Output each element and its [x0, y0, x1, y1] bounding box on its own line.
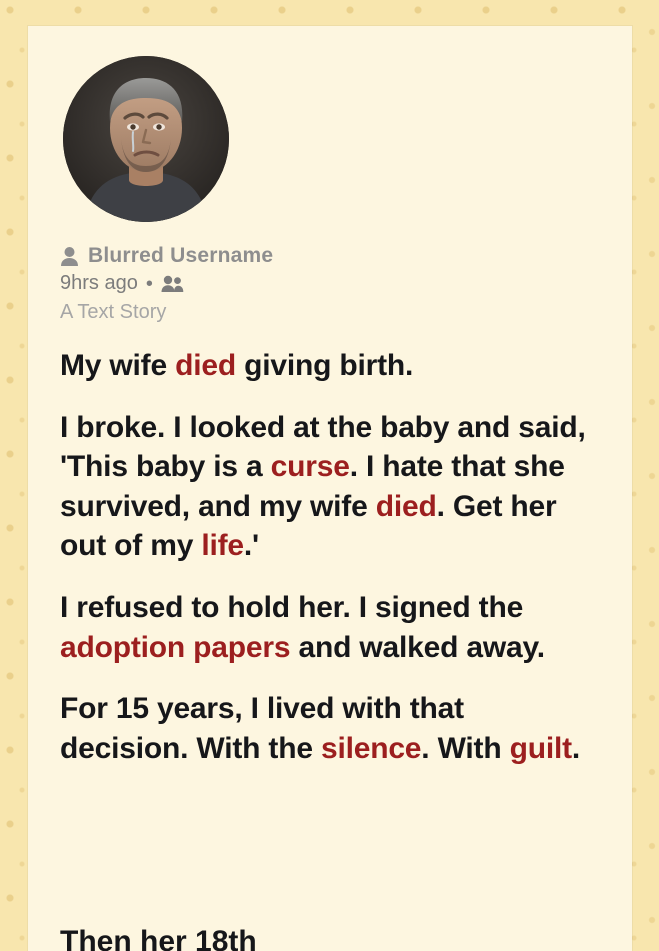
person-icon	[60, 246, 79, 267]
post-meta	[60, 244, 600, 324]
avatar[interactable]	[63, 56, 229, 222]
story-paragraph: I broke. I looked at the baby and said, 'This baby is a curse. I hate that she survived, and my wife died. Get her out of my life.'	[60, 410, 586, 563]
story-type: A Text Story	[60, 301, 167, 323]
clipped-next-line: Then her 18th	[60, 925, 257, 951]
username: Blurred Username	[88, 244, 274, 267]
meta-separator: •	[145, 272, 153, 295]
post-card	[28, 26, 632, 951]
story-paragraph: I refused to hold her. I signed the adoption papers and walked away.	[60, 590, 545, 664]
friends-icon[interactable]	[161, 275, 184, 293]
story-paragraph: My wife died giving birth.	[60, 349, 414, 382]
story-body	[60, 346, 600, 768]
timestamp-row	[60, 272, 600, 295]
story-paragraph: For 15 years, I lived with that decision. With the silence. With guilt.	[60, 692, 581, 765]
username-row[interactable]	[60, 244, 600, 268]
timestamp: 9hrs ago	[60, 272, 138, 294]
